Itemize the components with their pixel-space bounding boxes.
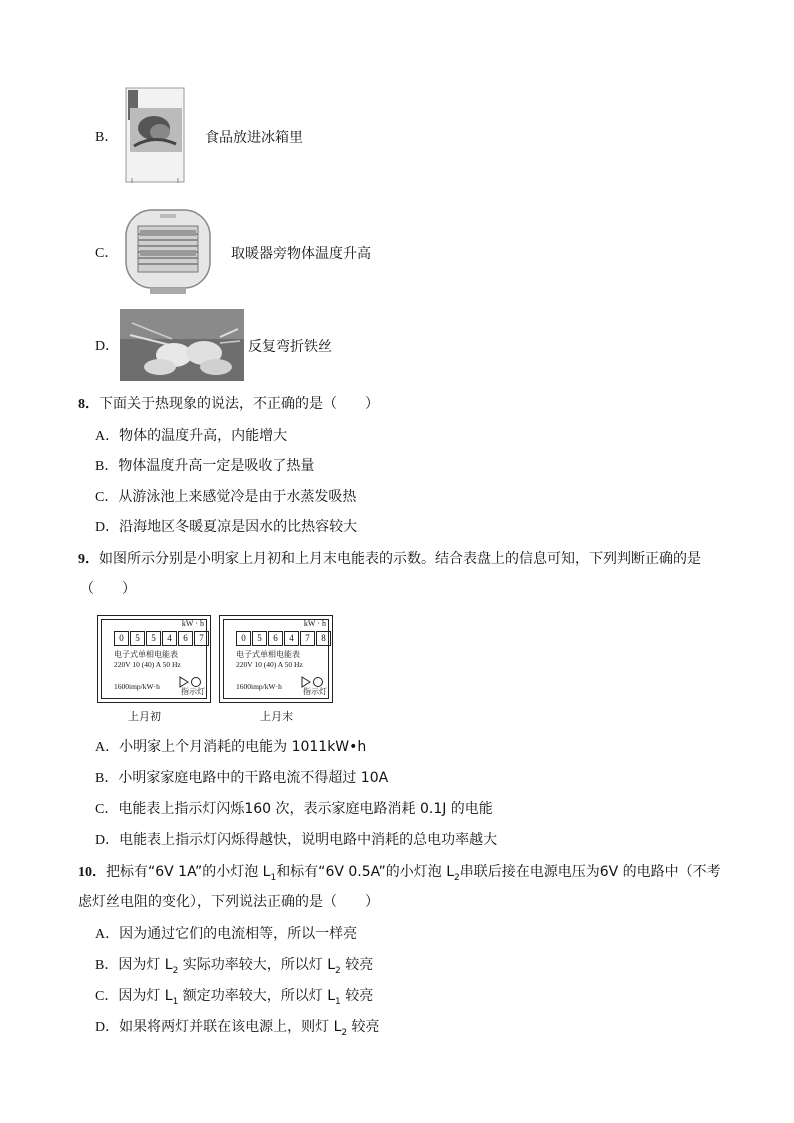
meter-start-imp: 1600imp/kW·h — [114, 682, 160, 691]
meter-digit: 5 — [252, 631, 267, 646]
q10-option-c-letter: C． — [95, 989, 119, 1004]
q9-option-a — [95, 737, 366, 758]
q9-option-b — [95, 768, 388, 789]
bending-wire-image — [120, 309, 244, 381]
meter-start-caption: 上月初 — [128, 710, 161, 723]
option-d-letter: D． — [95, 339, 120, 354]
q8-option-a-text: 物体的温度升高，内能增大 — [119, 428, 288, 444]
q10-option-b — [95, 955, 373, 976]
question-10-number: 10． — [78, 865, 106, 880]
question-10-text-b: 和标有“6V 0.5A”的小灯泡 L — [276, 864, 454, 880]
q10-option-b-text-mid: 实际功率较大，所以灯 L — [178, 957, 336, 973]
q10-option-c-text-post: 较亮 — [340, 988, 374, 1004]
q10-option-d-text-pre: 如果将两灯并联在该电源上，则灯 L — [119, 1019, 342, 1035]
question-10-text-c: 串联后接在电源电压为6V 的电路中（不考 — [459, 864, 721, 880]
meter-end-title: 电子式单相电能表 — [236, 650, 300, 659]
q10-option-b-text-post: 较亮 — [340, 957, 374, 973]
q10-option-c — [95, 986, 373, 1007]
q9-option-d-letter: D． — [95, 833, 120, 848]
meter-digit: 8 — [316, 631, 331, 646]
subscript: 2 — [335, 965, 341, 976]
q10-option-c-text-pre: 因为灯 L — [118, 988, 173, 1004]
meter-digit: 0 — [236, 631, 251, 646]
q10-option-d-text-mid: 较亮 — [347, 1019, 380, 1035]
q8-option-b-letter: B． — [95, 459, 119, 474]
q8-option-d-text: 沿海地区冬暖夏凉是因水的比热容较大 — [119, 519, 358, 535]
q8-option-b — [95, 456, 314, 477]
q8-option-b-text: 物体温度升高一定是吸收了热量 — [118, 458, 315, 474]
question-10-stem — [78, 862, 721, 883]
option-d-text: 反复弯折铁丝 — [248, 339, 332, 355]
q9-option-d — [95, 830, 497, 851]
question-9-text-line1: 如图所示分别是小明家上月初和上月末电能表的示数。结合表盘上的信息可知，下列判断正确的是 — [99, 551, 701, 567]
q9-option-a-letter: A． — [95, 740, 120, 755]
q8-option-a-letter: A． — [95, 429, 120, 444]
option-b-letter: B． — [95, 130, 119, 145]
subscript: 1 — [172, 996, 179, 1007]
question-10-text-a: 把标有“6V 1A”的小灯泡 L — [106, 864, 271, 880]
meter-digit: 4 — [284, 631, 299, 646]
meter-start-spec: 220V 10 (40) A 50 Hz — [114, 660, 181, 669]
meter-digit: 5 — [130, 631, 145, 646]
meter-start-digits — [114, 631, 210, 646]
question-9-stem — [78, 549, 701, 570]
subscript: 1 — [335, 996, 341, 1007]
meter-start-title: 电子式单相电能表 — [114, 650, 178, 659]
q8-option-c — [95, 487, 356, 508]
meter-start-unit: kW · h — [181, 619, 204, 628]
q8-option-a — [95, 426, 287, 447]
q10-option-b-letter: B． — [95, 958, 119, 973]
meter-digit: 6 — [178, 631, 193, 646]
q9-option-b-text: 小明家家庭电路中的干路电流不得超过 10A — [118, 770, 389, 786]
meter-digit: 0 — [114, 631, 129, 646]
option-c-letter: C． — [95, 246, 119, 261]
subscript: 2 — [172, 965, 179, 976]
q10-option-b-text-pre: 因为灯 L — [118, 957, 173, 973]
meter-digit: 5 — [146, 631, 161, 646]
q10-option-a-letter: A． — [95, 927, 120, 942]
meter-end-spec: 220V 10 (40) A 50 Hz — [236, 660, 303, 669]
heater-image — [120, 204, 216, 298]
option-c-text: 取暖器旁物体温度升高 — [231, 246, 371, 262]
q10-option-c-text-mid: 额定功率较大，所以灯 L — [178, 988, 336, 1004]
meter-digit: 6 — [268, 631, 283, 646]
meter-end-unit: kW · h — [303, 619, 326, 628]
question-9-number: 9． — [78, 552, 99, 567]
meter-start-indicator-label: 指示灯 — [181, 687, 205, 696]
question-8-number: 8． — [78, 397, 99, 412]
q10-option-a — [95, 924, 357, 945]
q9-option-c-letter: C． — [95, 802, 119, 817]
q9-option-c-text: 电能表上指示灯闪烁160 次，表示家庭电路消耗 0.1J 的电能 — [118, 801, 493, 817]
meter-digit: 7 — [194, 631, 209, 646]
question-8-text: 下面关于热现象的说法，不正确的是（ ） — [99, 396, 379, 412]
subscript: 2 — [341, 1027, 348, 1038]
q8-option-d-letter: D． — [95, 520, 120, 535]
meter-end — [219, 615, 333, 703]
question-9-text-line2: （ ） — [80, 581, 136, 597]
q10-option-a-text: 因为通过它们的电流相等，所以一样亮 — [119, 926, 358, 942]
fridge-image — [124, 86, 186, 184]
option-b-text: 食品放进冰箱里 — [205, 130, 303, 146]
meter-end-indicator-label: 指示灯 — [303, 687, 327, 696]
meter-digit: 4 — [162, 631, 177, 646]
q8-option-d — [95, 517, 357, 538]
meter-end-digits — [236, 631, 332, 646]
meter-end-caption: 上月末 — [260, 710, 293, 723]
meter-start — [97, 615, 211, 703]
question-10-text-line2: 虑灯丝电阻的变化），下列说法正确的是（ ） — [78, 894, 379, 910]
q10-option-d — [95, 1017, 380, 1038]
q9-option-d-text: 电能表上指示灯闪烁得越快，说明电路中消耗的总电功率越大 — [119, 832, 498, 848]
subscript: 1 — [270, 872, 277, 883]
meter-end-imp: 1600imp/kW·h — [236, 682, 282, 691]
q8-option-c-letter: C． — [95, 490, 119, 505]
q9-option-a-text: 小明家上个月消耗的电能为 1011kW•h — [119, 739, 367, 755]
q8-option-c-text: 从游泳池上来感觉冷是由于水蒸发吸热 — [118, 489, 357, 505]
q10-option-d-letter: D． — [95, 1020, 120, 1035]
q9-option-b-letter: B． — [95, 771, 119, 786]
q9-option-c — [95, 799, 493, 820]
subscript: 2 — [454, 872, 460, 883]
question-8-stem — [78, 394, 379, 415]
meter-digit: 7 — [300, 631, 315, 646]
